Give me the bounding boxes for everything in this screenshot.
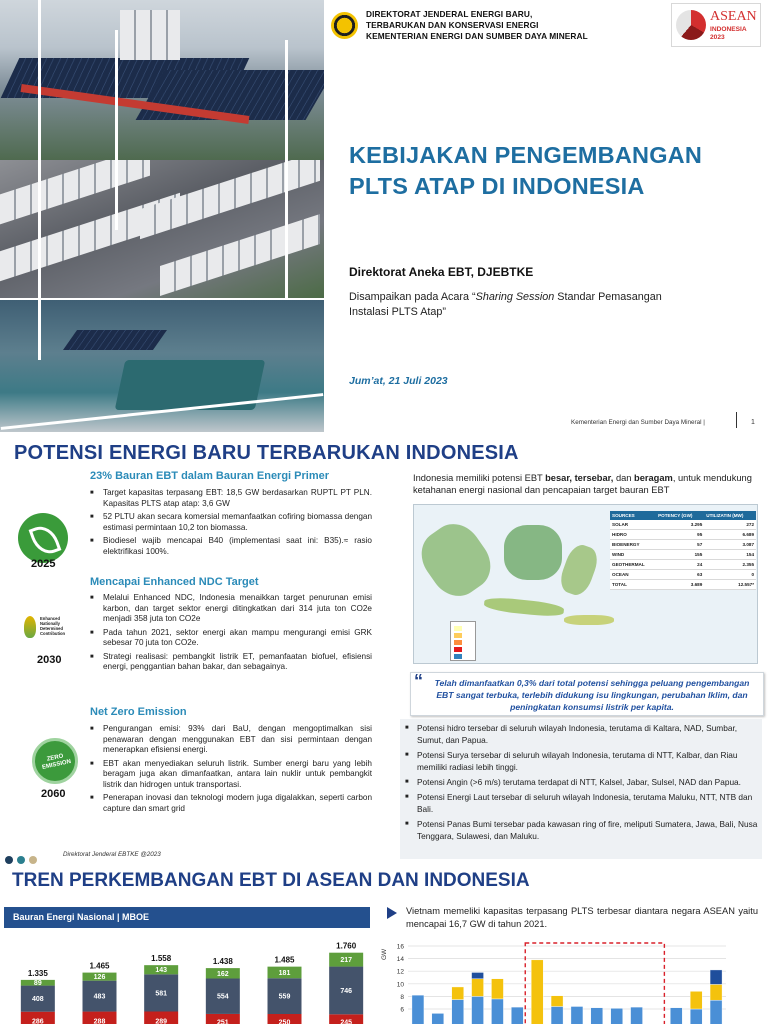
slide-footer: Kementerian Energi dan Sumber Daya Mineral | [571, 419, 705, 426]
asean-emblem-icon [676, 10, 706, 40]
bar-segment [472, 979, 484, 997]
presentation-title: KEBIJAKAN PENGEMBANGAN PLTS ATAP DI INDONESIA [349, 142, 703, 199]
slide-footer: Direktorat Jenderal EBTKE @2023 [63, 851, 161, 858]
target-year: 2060 [41, 788, 66, 800]
footer-dots [5, 851, 41, 864]
bar-segment [511, 1007, 523, 1024]
asean-indonesia-2023-logo: ASEAN INDONESIA 2023 [671, 3, 761, 47]
y-tick-label: 12 [396, 968, 404, 976]
slide-title: TREN PERKEMBANGAN EBT DI ASEAN DAN INDONESIA [12, 870, 530, 891]
section-heading: 23% Bauran EBT dalam Bauran Energi Primer [90, 470, 330, 482]
bar-segment [611, 1008, 623, 1024]
green-plug-leaf-icon [18, 513, 68, 563]
total-label: 1.465 [89, 961, 110, 971]
quote-mark-icon: “ [414, 671, 423, 691]
utilization-quote: “ Telah dimanfaatkan 0,3% dari total potensi sehingga peluang pengembangan EBT sangat terbuka, terlebih didukung isu lingkungan, perubahan Iklim, dan peningkatan konsumsi listrik per kapita. [410, 672, 764, 716]
table-total-row: TOTAL 3.689 12.557* [610, 580, 756, 590]
bar-segment [551, 1006, 563, 1024]
data-label: 143 [155, 967, 168, 975]
section-heading: Net Zero Emission [90, 706, 187, 718]
presentation-date: Jum’at, 21 Juli 2023 [349, 375, 448, 387]
zero-emission-badge-icon: ZERO EMISSION [32, 738, 78, 784]
section-heading: Mencapai Enhanced NDC Target [90, 576, 259, 588]
data-label: 181 [278, 969, 291, 977]
table-row: GEOTHERMAL 24 2.355 [610, 560, 756, 570]
total-label: 1.760 [336, 941, 357, 951]
total-label: 1.485 [274, 955, 295, 965]
chart-header: Bauran Energi Nasional | MBOE [4, 907, 370, 928]
bar-segment [472, 996, 484, 1024]
asean-solar-capacity-chart [380, 942, 732, 1024]
data-label: 286 [31, 1018, 44, 1024]
bar-segment [452, 1000, 464, 1024]
sulawesi-shape [556, 541, 601, 598]
bullet-list: ■ Pengurangan emisi: 93% dari BaU, dengan mengoptimalkan sisi penawaran dengan menggunakan EBT dan sisi permintaan dengan menerapkan efisiensi energi. ■ EBT akan menyediakan seluruh listrik. Sumber energi baru yang lebih beragam juga akan dimanfaatkan, antara lain nuklir untuk pembangkit listrik dan hidrogen untuk transportasi. ■ Penerapan inovasi dan teknologi modern juga digalakkan, seperti carbon capture dan smart grid [90, 724, 372, 817]
bar-segment [531, 960, 543, 1024]
potential-distribution-list [400, 719, 762, 859]
bar-segment [710, 970, 722, 984]
kalimantan-shape [504, 525, 562, 580]
data-label: 126 [93, 974, 106, 982]
bullet-list: ■ Melalui Enhanced NDC, Indonesia menaikkan target penurunan emisi karbon, dan target sektor energi ditingkatkan dari 314 juta ton CO2e menjadi 358 juta ton CO2e ■ Pada tahun 2021, sektor energi akan mampu mengurangi emisi GRK sebesar 70 juta ton CO2e. ■ Strategi realisasi: pembangkit listrik ET, pemanfaatan biofuel, efisiensi energi, penggantian bahan bakar, dan sebagainya. [90, 593, 372, 676]
esdm-logo [331, 12, 358, 39]
table-row: WIND 155 154 [610, 550, 756, 560]
bar-segment [491, 979, 503, 999]
bar-segment [452, 987, 464, 1000]
table-row: HIDRO 95 6.689 [610, 530, 756, 540]
table-row: OCEAN 63 0 [610, 570, 756, 580]
factory-rooftop-photo [0, 0, 324, 160]
list-item: ■ Potensi Energi Laut tersebar di seluruh wilayah Indonesia, terutama Maluku, NTT, NTB dan Bali. [404, 791, 758, 815]
event-description: Disampaikan pada Acara “Sharing Session Standar Pemasangan Instalasi PLTS Atap” [349, 291, 662, 318]
data-label: 217 [340, 957, 353, 965]
bar-segment [710, 1000, 722, 1024]
renewable-trend-slide [0, 864, 768, 1024]
vietnam-note: Vietnam memeliki kapasitas terpasang PLTS terbesar diantara negara ASEAN yaitu mencapai 16,7 GW di tahun 2021. [406, 906, 758, 929]
footer-divider [736, 412, 737, 428]
renewable-potential-slide [0, 432, 768, 864]
data-label: 89 [33, 980, 42, 988]
data-label: 559 [278, 993, 291, 1001]
data-label: 554 [216, 993, 229, 1001]
data-label: 251 [216, 1019, 229, 1024]
potential-table: SOURCES POTENCY (GW) UTILIZATIN (MW) SOLAR 3.295 272 HIDRO 95 6.689 BIOENERGY 57 3.087 WIND 155 154 GEOTHERMAL 24 2.355 OCEAN 63 0 TOTAL 3.689 12.557* [610, 511, 756, 590]
total-label: 1.558 [151, 954, 172, 964]
bar-segment [571, 1006, 583, 1024]
bar-segment [690, 1009, 702, 1024]
data-label: 245 [340, 1019, 353, 1024]
table-row: SOLAR 3.295 272 [610, 520, 756, 530]
bullet-list: ■ Target kapasitas terpasang EBT: 18,5 GW berdasarkan RUPTL PT PLN. Kapasitas PLTS atap atap: 3,6 GW ■ 52 PLTU akan secara komersial memanfaatkan cofiring biomassa dengan estimasi permintaan 10,2 ton biomassa. ■ Biodiesel wajib mencapai B40 (implementasi saat ini: B35).≈ rasio elektrifikasi 100%. [90, 488, 372, 560]
bar-segment [491, 999, 503, 1024]
data-label: 408 [31, 996, 44, 1004]
bar-segment [690, 991, 702, 1009]
target-year: 2025 [31, 558, 56, 570]
list-item: ■ Potensi hidro tersebar di seluruh wilayah Indonesia, terutama di Kaltara, NAD, Sumbar, Sumut, dan Papua. [404, 722, 758, 746]
presenter-directorate: Direktorat Aneka EBT, DJEBTKE [349, 265, 534, 279]
indonesia-potential-map [413, 504, 758, 664]
bar-segment [472, 972, 484, 978]
sumatra-shape [413, 514, 501, 606]
slide-title: POTENSI ENERGI BARU TERBARUKAN INDONESIA [14, 442, 519, 464]
java-shape [483, 596, 564, 618]
y-tick-label: 14 [396, 956, 404, 964]
bar-segment [432, 1013, 444, 1024]
data-label: 581 [155, 990, 168, 998]
data-label: 483 [93, 993, 106, 1001]
agency-name: DIREKTORAT JENDERAL ENERGI BARU, TERBARUKAN DAN KONSERVASI ENERGI KEMENTERIAN ENERGI DAN SUMBER DAYA MINERAL [366, 9, 588, 41]
target-year: 2030 [37, 654, 62, 666]
total-label: 1.335 [27, 968, 48, 978]
bar-segment [710, 984, 722, 1000]
y-axis-label: GW [381, 948, 388, 960]
bar-segment [670, 1008, 682, 1024]
list-item: ■ Potensi Surya tersebar di seluruh wilayah Indonesia, terutama di NTT, Kalbar, dan Riau memiliki radiasi lebih tinggi. [404, 749, 758, 773]
enhanced-ndc-icon: Enhanced Nationally Determined Contribution [20, 614, 80, 652]
bar-segment [591, 1008, 603, 1024]
y-tick-label: 16 [396, 943, 404, 951]
page-number: 1 [751, 419, 755, 426]
map-legend [450, 621, 476, 661]
flame-icon [24, 616, 36, 638]
data-label: 250 [278, 1019, 291, 1024]
bar-segment [551, 996, 563, 1007]
data-label: 746 [340, 987, 353, 995]
cover-slide [0, 0, 768, 432]
y-tick-label: 6 [400, 1006, 404, 1014]
total-label: 1.438 [212, 957, 233, 967]
list-item: ■ Potensi Panas Bumi tersebar pada kawasan ring of fire, meliputi Sumatera, Jawa, Bali, Nusa Tenggara, Sulawesi, dan Maluku. [404, 818, 758, 842]
bar-segment [412, 995, 424, 1024]
list-item: ■ Potensi Angin (>6 m/s) terutama terdapat di NTT, Kalsel, Jabar, Sulsel, NAD dan Papua. [404, 776, 758, 788]
nusa-tenggara-shape [564, 615, 614, 625]
intro-paragraph: Indonesia memiliki potensi EBT besar, tersebar, dan beragam, untuk mendukung ketahanan energi nasional dan pencapaian target bauran EBT [413, 473, 752, 495]
national-energy-mix-chart [4, 928, 374, 1024]
data-label: 288 [93, 1018, 106, 1024]
data-label: 289 [155, 1018, 168, 1024]
y-tick-label: 8 [400, 993, 404, 1001]
y-tick-label: 10 [396, 981, 404, 989]
data-label: 162 [216, 970, 229, 978]
port-terminal-photo [0, 300, 324, 432]
bar-segment [631, 1007, 643, 1024]
arrow-icon [387, 907, 397, 919]
table-row: BIOENERGY 57 3.087 [610, 540, 756, 550]
targets-panel [0, 466, 392, 828]
housing-rooftop-photo [0, 160, 324, 298]
